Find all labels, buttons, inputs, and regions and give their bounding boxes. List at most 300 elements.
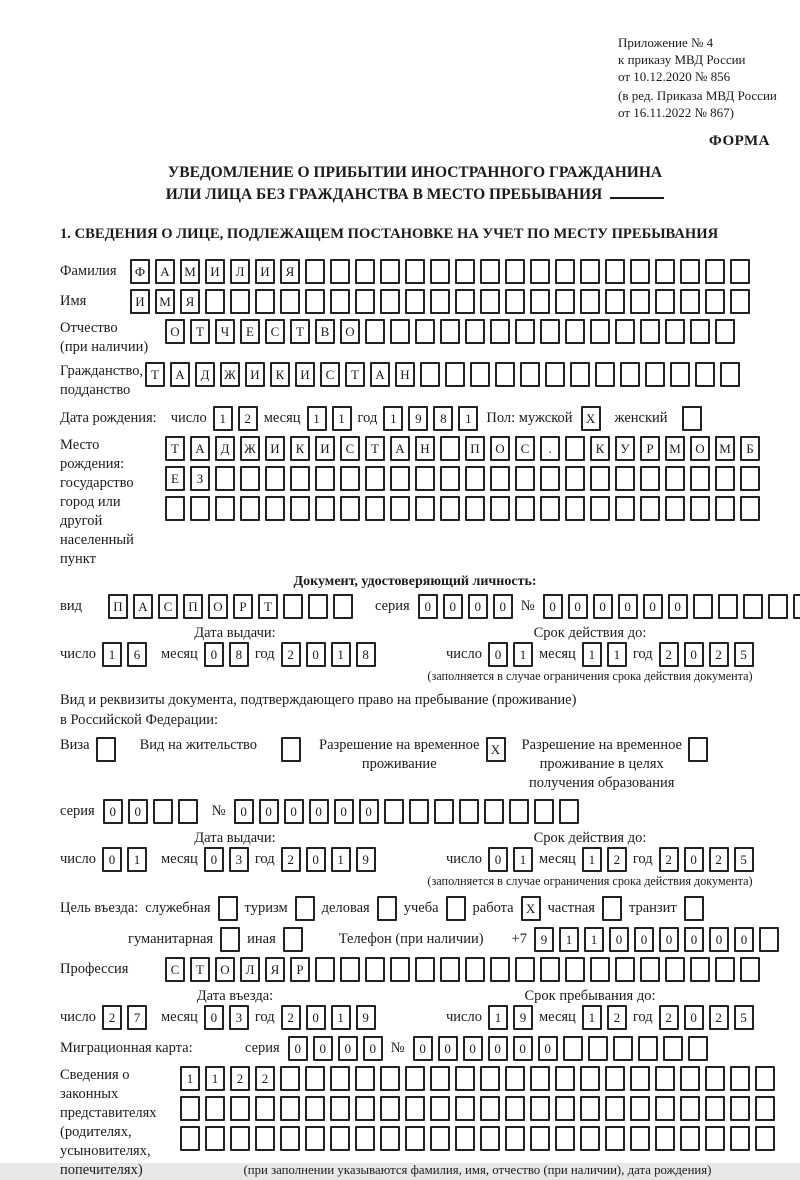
form-cell[interactable]: 9 [513,1005,533,1030]
form-cell[interactable] [308,594,328,619]
form-cell[interactable] [509,799,529,824]
form-cell[interactable] [665,466,685,491]
form-cell[interactable] [555,1066,575,1091]
form-cell[interactable]: 1 [513,847,533,872]
form-cell[interactable] [465,319,485,344]
form-cell[interactable] [530,1096,550,1121]
form-cell[interactable] [415,957,435,982]
form-cell[interactable] [490,957,510,982]
form-cell[interactable] [665,496,685,521]
form-cell[interactable]: 0 [204,1005,224,1030]
form-cell[interactable] [465,466,485,491]
form-cell[interactable] [178,799,198,824]
form-cell[interactable]: 0 [488,847,508,872]
form-cell[interactable]: И [255,259,275,284]
form-cell[interactable] [520,362,540,387]
form-cell[interactable] [290,496,310,521]
form-cell[interactable] [555,259,575,284]
form-cell[interactable]: 1 [331,642,351,667]
form-cell[interactable] [355,1126,375,1151]
form-cell[interactable]: Т [290,319,310,344]
form-cell[interactable]: И [245,362,265,387]
form-cell[interactable]: 0 [684,642,704,667]
form-cell[interactable]: 0 [359,799,379,824]
form-cell[interactable] [615,319,635,344]
form-cell[interactable]: М [715,436,735,461]
form-cell[interactable]: О [340,319,360,344]
form-cell[interactable] [280,289,300,314]
form-cell[interactable] [705,1066,725,1091]
form-cell[interactable] [759,927,779,952]
form-cell[interactable] [530,259,550,284]
form-cell[interactable]: 1 [488,1005,508,1030]
form-cell[interactable] [330,289,350,314]
form-cell[interactable]: 1 [383,406,403,431]
form-cell[interactable] [455,289,475,314]
form-cell[interactable]: 1 [582,847,602,872]
form-cell[interactable] [590,319,610,344]
form-cell[interactable]: Н [395,362,415,387]
form-cell[interactable] [405,1096,425,1121]
form-cell[interactable]: М [665,436,685,461]
form-cell[interactable] [505,1096,525,1121]
form-cell[interactable] [630,1096,650,1121]
form-cell[interactable]: 2 [709,1005,729,1030]
form-cell[interactable] [715,957,735,982]
form-cell[interactable] [365,466,385,491]
form-cell[interactable]: И [130,289,150,314]
form-cell[interactable]: А [170,362,190,387]
form-cell[interactable]: 2 [255,1066,275,1091]
form-cell[interactable] [530,1066,550,1091]
form-cell[interactable] [484,799,504,824]
form-cell[interactable]: 0 [443,594,463,619]
form-cell[interactable]: 1 [180,1066,200,1091]
form-cell[interactable] [755,1066,775,1091]
form-cell[interactable]: 0 [659,927,679,952]
form-cell[interactable]: 0 [618,594,638,619]
form-cell[interactable] [330,1096,350,1121]
form-cell[interactable]: 1 [331,1005,351,1030]
form-cell[interactable] [390,466,410,491]
sex-male-checkbox[interactable]: X [581,406,601,431]
form-cell[interactable] [365,496,385,521]
form-cell[interactable] [215,466,235,491]
form-cell[interactable] [305,1096,325,1121]
form-cell[interactable] [440,466,460,491]
form-cell[interactable]: 9 [534,927,554,952]
form-cell[interactable] [580,259,600,284]
form-cell[interactable]: Н [415,436,435,461]
form-cell[interactable]: М [155,289,175,314]
form-cell[interactable] [330,259,350,284]
form-cell[interactable] [153,799,173,824]
form-cell[interactable]: З [190,466,210,491]
form-cell[interactable]: 1 [205,1066,225,1091]
form-cell[interactable]: 2 [238,406,258,431]
form-cell[interactable]: Т [165,436,185,461]
form-cell[interactable]: Л [240,957,260,982]
form-cell[interactable]: 1 [213,406,233,431]
form-cell[interactable] [490,466,510,491]
form-cell[interactable] [505,259,525,284]
form-cell[interactable]: Ж [220,362,240,387]
form-cell[interactable] [559,799,579,824]
form-cell[interactable] [405,289,425,314]
form-cell[interactable]: 0 [493,594,513,619]
form-cell[interactable]: 0 [543,594,563,619]
form-cell[interactable]: 1 [102,642,122,667]
form-cell[interactable] [405,1066,425,1091]
form-cell[interactable] [230,1126,250,1151]
form-cell[interactable] [588,1036,608,1061]
form-cell[interactable]: А [190,436,210,461]
form-cell[interactable] [565,466,585,491]
form-cell[interactable] [434,799,454,824]
form-cell[interactable] [565,496,585,521]
purpose-transit-checkbox[interactable] [684,896,704,921]
form-cell[interactable]: М [180,259,200,284]
form-cell[interactable]: А [390,436,410,461]
form-cell[interactable] [720,362,740,387]
form-cell[interactable] [515,466,535,491]
form-cell[interactable] [505,289,525,314]
form-cell[interactable] [590,957,610,982]
form-cell[interactable] [380,259,400,284]
form-cell[interactable]: 0 [309,799,329,824]
form-cell[interactable]: Я [180,289,200,314]
form-cell[interactable]: Е [165,466,185,491]
form-cell[interactable] [380,1126,400,1151]
form-cell[interactable] [280,1126,300,1151]
form-cell[interactable] [390,496,410,521]
form-cell[interactable]: Д [195,362,215,387]
form-cell[interactable]: Ж [240,436,260,461]
form-cell[interactable]: 9 [408,406,428,431]
form-cell[interactable] [340,496,360,521]
form-cell[interactable]: И [265,436,285,461]
form-cell[interactable]: Ч [215,319,235,344]
form-cell[interactable]: 1 [582,642,602,667]
form-cell[interactable]: К [290,436,310,461]
form-cell[interactable]: . [540,436,560,461]
form-cell[interactable] [420,362,440,387]
form-cell[interactable] [380,289,400,314]
form-cell[interactable]: 0 [684,1005,704,1030]
form-cell[interactable] [638,1036,658,1061]
form-cell[interactable] [680,289,700,314]
form-cell[interactable] [430,1126,450,1151]
form-cell[interactable]: 8 [433,406,453,431]
form-cell[interactable]: А [370,362,390,387]
form-cell[interactable]: Р [233,594,253,619]
form-cell[interactable] [315,496,335,521]
form-cell[interactable]: 0 [668,594,688,619]
form-cell[interactable]: 0 [284,799,304,824]
form-cell[interactable] [590,496,610,521]
form-cell[interactable] [415,466,435,491]
form-cell[interactable] [565,957,585,982]
form-cell[interactable] [580,289,600,314]
form-cell[interactable]: О [208,594,228,619]
form-cell[interactable] [545,362,565,387]
form-cell[interactable] [340,957,360,982]
form-cell[interactable] [230,1096,250,1121]
form-cell[interactable] [180,1096,200,1121]
form-cell[interactable]: 0 [684,847,704,872]
form-cell[interactable] [390,957,410,982]
form-cell[interactable]: 0 [338,1036,358,1061]
form-cell[interactable]: 0 [513,1036,533,1061]
form-cell[interactable] [330,1126,350,1151]
form-cell[interactable] [415,496,435,521]
form-cell[interactable] [534,799,554,824]
sex-female-checkbox[interactable] [682,406,702,431]
form-cell[interactable] [330,1066,350,1091]
form-cell[interactable] [490,319,510,344]
form-cell[interactable]: К [270,362,290,387]
form-cell[interactable] [515,319,535,344]
form-cell[interactable]: 0 [413,1036,433,1061]
form-cell[interactable] [705,1126,725,1151]
form-cell[interactable]: О [165,319,185,344]
form-cell[interactable]: 5 [734,1005,754,1030]
form-cell[interactable]: С [515,436,535,461]
form-cell[interactable] [390,319,410,344]
form-cell[interactable] [740,957,760,982]
form-cell[interactable] [580,1126,600,1151]
form-cell[interactable]: 0 [306,1005,326,1030]
form-cell[interactable]: 5 [734,642,754,667]
form-cell[interactable] [455,1126,475,1151]
form-cell[interactable] [730,259,750,284]
form-cell[interactable]: 0 [334,799,354,824]
form-cell[interactable] [530,289,550,314]
form-cell[interactable]: 6 [127,642,147,667]
form-cell[interactable] [440,319,460,344]
form-cell[interactable]: 0 [568,594,588,619]
form-cell[interactable] [690,466,710,491]
form-cell[interactable]: 2 [709,847,729,872]
form-cell[interactable] [730,1066,750,1091]
form-cell[interactable] [530,1126,550,1151]
form-cell[interactable]: Л [230,259,250,284]
form-cell[interactable]: 0 [259,799,279,824]
form-cell[interactable] [680,1096,700,1121]
form-cell[interactable] [540,957,560,982]
form-cell[interactable] [605,289,625,314]
form-cell[interactable]: 1 [584,927,604,952]
form-cell[interactable] [205,1126,225,1151]
form-cell[interactable]: 1 [307,406,327,431]
form-cell[interactable] [255,1096,275,1121]
form-cell[interactable] [730,1096,750,1121]
form-cell[interactable]: 2 [659,847,679,872]
form-cell[interactable] [230,289,250,314]
form-cell[interactable]: 0 [234,799,254,824]
form-cell[interactable] [240,466,260,491]
form-cell[interactable]: 2 [102,1005,122,1030]
form-cell[interactable]: 2 [281,1005,301,1030]
form-cell[interactable] [283,594,303,619]
form-cell[interactable] [640,319,660,344]
form-cell[interactable]: О [215,957,235,982]
form-cell[interactable]: Ф [130,259,150,284]
form-cell[interactable]: Р [290,957,310,982]
form-cell[interactable] [205,289,225,314]
form-cell[interactable]: С [158,594,178,619]
form-cell[interactable] [355,259,375,284]
form-cell[interactable] [655,289,675,314]
form-cell[interactable] [565,436,585,461]
form-cell[interactable]: 2 [709,642,729,667]
form-cell[interactable] [580,1066,600,1091]
form-cell[interactable]: Т [258,594,278,619]
form-cell[interactable]: 2 [607,847,627,872]
form-cell[interactable] [515,496,535,521]
form-cell[interactable]: А [155,259,175,284]
form-cell[interactable] [665,957,685,982]
form-cell[interactable]: 2 [281,642,301,667]
form-cell[interactable]: 1 [513,642,533,667]
form-cell[interactable] [615,957,635,982]
edu-permit-checkbox[interactable] [688,737,708,762]
form-cell[interactable]: П [183,594,203,619]
form-cell[interactable] [180,1126,200,1151]
form-cell[interactable]: К [590,436,610,461]
form-cell[interactable] [305,1126,325,1151]
purpose-official-checkbox[interactable] [218,896,238,921]
form-cell[interactable] [595,362,615,387]
form-cell[interactable] [743,594,763,619]
form-cell[interactable]: 0 [488,642,508,667]
form-cell[interactable] [465,957,485,982]
form-cell[interactable] [605,1066,625,1091]
purpose-study-checkbox[interactable] [446,896,466,921]
form-cell[interactable]: 0 [306,847,326,872]
form-cell[interactable] [365,957,385,982]
form-cell[interactable]: 3 [229,1005,249,1030]
form-cell[interactable] [645,362,665,387]
form-cell[interactable] [605,259,625,284]
form-cell[interactable]: 9 [356,1005,376,1030]
form-cell[interactable]: 0 [204,847,224,872]
form-cell[interactable] [730,289,750,314]
form-cell[interactable] [365,319,385,344]
form-cell[interactable] [730,1126,750,1151]
form-cell[interactable] [405,1126,425,1151]
form-cell[interactable] [240,496,260,521]
form-cell[interactable]: Т [345,362,365,387]
form-cell[interactable]: 1 [582,1005,602,1030]
form-cell[interactable] [555,1126,575,1151]
form-cell[interactable] [605,1126,625,1151]
form-cell[interactable] [580,1096,600,1121]
form-cell[interactable] [305,259,325,284]
form-cell[interactable] [415,319,435,344]
form-cell[interactable] [705,259,725,284]
form-cell[interactable]: 0 [634,927,654,952]
title-blank-line[interactable] [610,185,664,199]
form-cell[interactable]: 2 [281,847,301,872]
form-cell[interactable] [715,319,735,344]
form-cell[interactable]: 0 [418,594,438,619]
form-cell[interactable] [665,319,685,344]
form-cell[interactable]: И [295,362,315,387]
form-cell[interactable] [305,1066,325,1091]
form-cell[interactable] [715,466,735,491]
form-cell[interactable]: 0 [306,642,326,667]
form-cell[interactable] [215,496,235,521]
form-cell[interactable] [718,594,738,619]
form-cell[interactable] [705,1096,725,1121]
form-cell[interactable]: 1 [332,406,352,431]
form-cell[interactable] [380,1066,400,1091]
form-cell[interactable] [355,289,375,314]
form-cell[interactable]: П [465,436,485,461]
form-cell[interactable]: 0 [734,927,754,952]
form-cell[interactable]: Т [145,362,165,387]
form-cell[interactable] [640,466,660,491]
temp-permit-checkbox[interactable]: X [486,737,506,762]
form-cell[interactable]: 2 [659,1005,679,1030]
form-cell[interactable]: Б [740,436,760,461]
form-cell[interactable] [613,1036,633,1061]
purpose-tourism-checkbox[interactable] [295,896,315,921]
form-cell[interactable]: Я [265,957,285,982]
form-cell[interactable]: 0 [488,1036,508,1061]
form-cell[interactable] [465,496,485,521]
form-cell[interactable]: О [690,436,710,461]
form-cell[interactable] [630,1066,650,1091]
form-cell[interactable]: Р [640,436,660,461]
form-cell[interactable] [165,496,185,521]
form-cell[interactable]: С [265,319,285,344]
form-cell[interactable] [470,362,490,387]
form-cell[interactable] [740,496,760,521]
form-cell[interactable]: 9 [356,847,376,872]
form-cell[interactable] [355,1066,375,1091]
form-cell[interactable] [630,289,650,314]
form-cell[interactable]: 1 [127,847,147,872]
form-cell[interactable] [280,1096,300,1121]
purpose-work-checkbox[interactable]: X [521,896,541,921]
form-cell[interactable] [555,1096,575,1121]
form-cell[interactable] [688,1036,708,1061]
form-cell[interactable] [430,259,450,284]
form-cell[interactable] [430,289,450,314]
form-cell[interactable] [690,496,710,521]
form-cell[interactable] [430,1096,450,1121]
form-cell[interactable]: 0 [593,594,613,619]
form-cell[interactable]: О [490,436,510,461]
form-cell[interactable]: И [315,436,335,461]
form-cell[interactable]: 0 [643,594,663,619]
form-cell[interactable] [540,319,560,344]
form-cell[interactable] [355,1096,375,1121]
purpose-humanitarian-checkbox[interactable] [220,927,240,952]
form-cell[interactable] [505,1126,525,1151]
visa-checkbox[interactable] [96,737,116,762]
form-cell[interactable]: 3 [229,847,249,872]
form-cell[interactable] [480,1066,500,1091]
form-cell[interactable]: С [165,957,185,982]
form-cell[interactable] [670,362,690,387]
form-cell[interactable]: 0 [204,642,224,667]
form-cell[interactable] [440,436,460,461]
form-cell[interactable] [480,259,500,284]
form-cell[interactable] [445,362,465,387]
